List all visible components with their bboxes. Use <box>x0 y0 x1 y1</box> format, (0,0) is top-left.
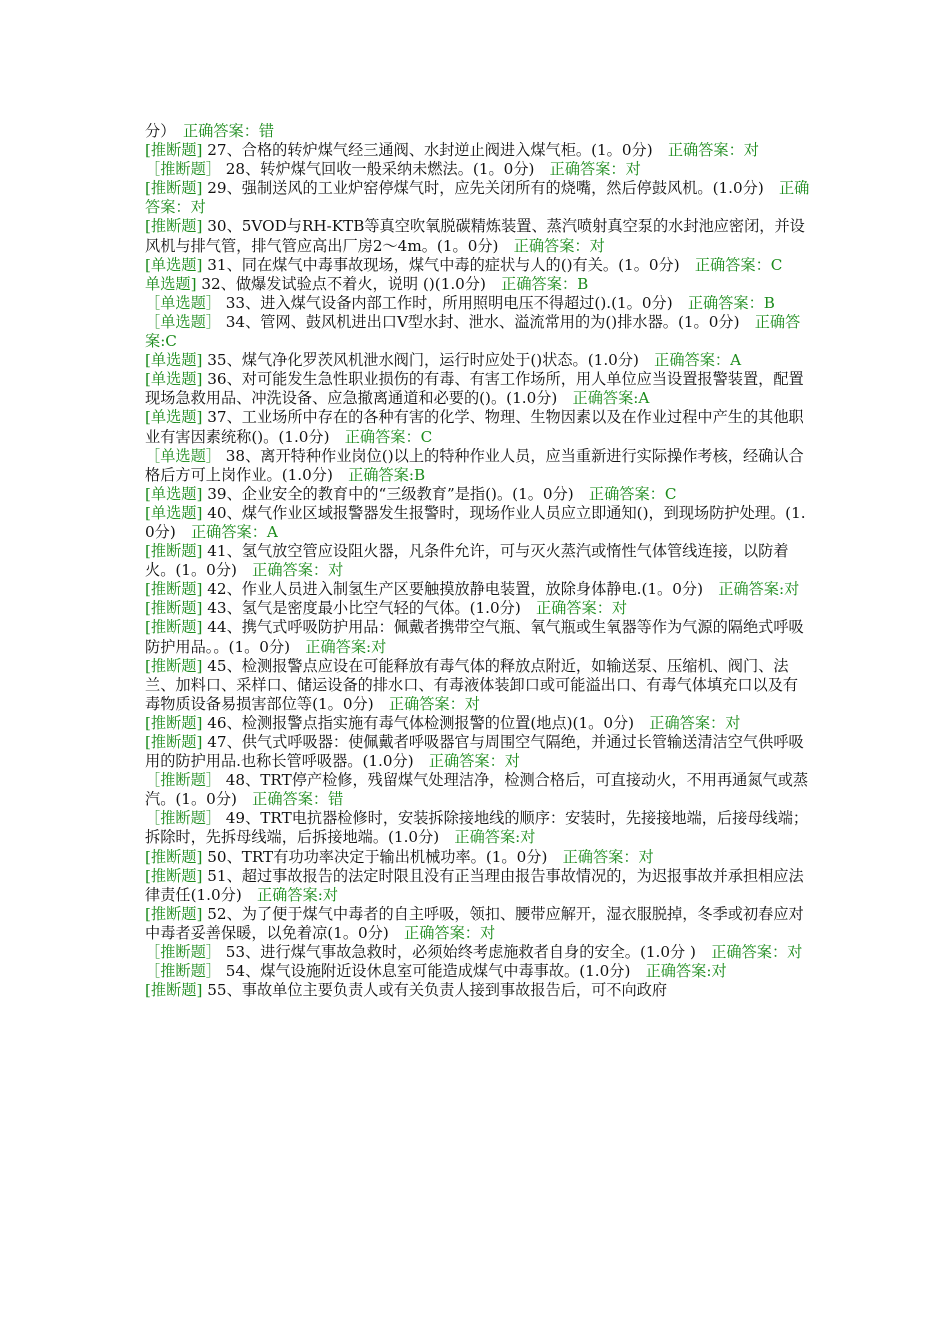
question-item <box>145 122 810 141</box>
correct-answer: 正确答案:A <box>557 389 650 408</box>
question-type-tag: 单选题] <box>145 274 197 293</box>
question-item <box>145 943 810 962</box>
question-item <box>145 714 810 733</box>
correct-answer: 正确答案:对 <box>290 637 387 656</box>
correct-answer: 正确答案:对 <box>439 828 536 847</box>
correct-answer: 正确答案：B <box>672 293 775 312</box>
question-text: 46、检测报警点指实施有毒气体检测报警的位置(地点)(1。0分) <box>202 713 635 732</box>
question-item <box>145 580 810 599</box>
question-text: 50、TRT有功功率决定于输出机械功率。(1。0分) <box>202 847 548 866</box>
question-item <box>145 599 810 618</box>
question-type-tag: [单选题] <box>145 351 203 370</box>
question-text: 分） <box>145 122 168 140</box>
question-text: 48、TRT停产检修，残留煤气处理洁净，检测合格后，可直接动火，不用再通氮气或蒸汽。(1。0分) <box>145 771 809 809</box>
question-type-tag: [单选题] <box>145 484 203 503</box>
correct-answer: 正确答案：A <box>175 522 278 541</box>
correct-answer: 正确答案：C <box>679 255 783 274</box>
question-text: 49、TRT电抗器检修时，安装拆除接地线的顺序：安装时，先接接地端，后接母线端；拆除时，先拆母线端，后拆接地端。(1.0分) <box>145 809 809 847</box>
question-type-tag: [推断题] <box>145 217 203 236</box>
question-type-tag: ［推断题］ <box>145 809 221 828</box>
question-item <box>145 160 810 179</box>
question-type-tag: [推断题] <box>145 866 203 885</box>
question-type-tag: ［推断题］ <box>145 962 221 981</box>
question-text: 53、进行煤气事故急救时，必须始终考虑施救者自身的安全。(1.0分 ) <box>220 943 696 962</box>
correct-answer: 正确答案:对 <box>241 885 339 904</box>
question-text: 47、供气式呼吸器：使佩戴者呼吸器官与周围空气隔绝，并通过长管输送清洁空气供呼吸用的防护用品.也称长管呼吸器。(1.0分) <box>145 733 804 771</box>
question-item <box>145 370 810 408</box>
correct-answer: 正确答案：对 <box>236 561 344 580</box>
question-text: 38、离开特种作业岗位()以上的特种作业人员，应当重新进行实际操作考核，经确认合格后方可上岗作业。(1.0分) <box>145 446 804 484</box>
question-text: 55、事故单位主要负责人或有关负责人接到事故报告后，可不向政府 <box>202 981 668 1000</box>
question-text: 45、检测报警点应设在可能释放有毒气体的释放点附近，如输送泵、压缩机、阀门、法兰、加料口、采样口、储运设备的排水口、有毒液体装卸口或可能溢出口、有毒气体填充口以及有毒物质设备易损害部位等(1。0分) <box>145 656 799 713</box>
question-type-tag: [推断题] <box>145 981 203 1000</box>
question-type-tag: ［单选题］ <box>145 446 221 465</box>
question-item <box>145 351 810 370</box>
question-item <box>145 657 810 714</box>
question-text: 29、强制送风的工业炉窑停煤气时，应先关闭所有的烧嘴，然后停鼓风机。(1.0分) <box>202 179 764 198</box>
question-type-tag: [推断题] <box>145 542 203 561</box>
question-type-tag: [推断题] <box>145 904 203 923</box>
question-text: 37、工业场所中存在的各种有害的化学、物理、生物因素以及在作业过程中产生的其他职业有害因素统称()。(1.0分) <box>145 408 804 446</box>
correct-answer: 正确答案：对 <box>696 943 803 962</box>
question-text: 35、煤气净化罗茨风机泄水阀门，运行时应处于()状态。(1.0分) <box>202 351 639 370</box>
question-text: 43、氢气是密度最小比空气轻的气体。(1.0分) <box>202 599 521 618</box>
question-item <box>145 848 810 867</box>
correct-answer: 正确答案:C <box>145 312 801 351</box>
correct-answer: 正确答案：对 <box>145 179 810 217</box>
question-type-tag: [推断题] <box>145 713 203 732</box>
question-item <box>145 447 810 485</box>
question-item <box>145 141 810 160</box>
correct-answer: 正确答案:对 <box>630 962 727 981</box>
question-type-tag: [推断题] <box>145 618 203 637</box>
question-item <box>145 217 810 255</box>
question-type-tag: [推断题] <box>145 599 203 618</box>
correct-answer: 正确答案：错 <box>167 122 275 140</box>
correct-answer: 正确答案：对 <box>373 694 480 713</box>
question-type-tag: ［单选题］ <box>145 293 221 312</box>
correct-answer: 正确答案：错 <box>236 790 344 809</box>
question-item <box>145 809 810 847</box>
question-text: 42、作业人员进入制氢生产区要触摸放静电装置，放除身体静电.(1。0分) <box>202 580 704 599</box>
correct-answer: 正确答案：对 <box>634 713 741 732</box>
question-text: 34、管网、鼓风机进出口V型水封、泄水、溢流常用的为()排水器。(1。0分) <box>220 312 740 331</box>
question-item <box>145 256 810 275</box>
question-text: 30、5VOD与RH-KTB等真空吹氧脱碳精炼装置、蒸汽喷射真空泵的水封池应密闭，并设风机与排气管，排气管应高出厂房2～4m。(1。0分) <box>145 217 805 255</box>
question-type-tag: [推断题] <box>145 580 203 599</box>
question-type-tag: ［单选题］ <box>145 312 221 331</box>
question-type-tag: ［推断题］ <box>145 771 221 790</box>
correct-answer: 正确答案：对 <box>498 236 605 255</box>
question-item <box>145 542 810 580</box>
question-item <box>145 408 810 446</box>
question-text: 31、同在煤气中毒事故现场，煤气中毒的症状与人的()有关。(1。0分) <box>202 255 680 274</box>
question-text: 32、做爆发试验点不着火，说明 ()(1.0分) <box>196 274 486 293</box>
question-type-tag: [推断题] <box>145 733 203 751</box>
correct-answer: 正确答案：A <box>638 351 742 370</box>
question-item <box>145 905 810 943</box>
question-text: 28、转炉煤气回收一般采纳未燃法。(1。0分) <box>220 160 535 179</box>
correct-answer: 正确答案：对 <box>520 599 628 618</box>
question-item <box>145 771 810 809</box>
question-item <box>145 179 810 217</box>
correct-answer: 正确答案:对 <box>703 580 800 599</box>
question-item <box>145 981 810 1000</box>
question-text: 44、携气式呼吸防护用品：佩戴者携带空气瓶、氧气瓶或生氧器等作为气源的隔绝式呼吸防护用品。。(1。0分) <box>145 618 804 656</box>
correct-answer: 正确答案：对 <box>652 141 759 160</box>
question-item <box>145 313 810 351</box>
correct-answer: 正确答案：对 <box>388 923 496 942</box>
correct-answer: 正确答案：对 <box>413 752 520 771</box>
question-type-tag: [推断题] <box>145 141 203 160</box>
question-item <box>145 275 810 294</box>
question-type-tag: [单选题] <box>145 408 203 427</box>
question-text: 41、氢气放空管应设阻火器，凡条件允许，可与灭火蒸汽或惰性气体管线连接，以防着火。(1。0分) <box>145 542 789 580</box>
question-item <box>145 867 810 905</box>
question-item <box>145 618 810 656</box>
question-type-tag: [推断题] <box>145 847 203 866</box>
question-type-tag: ［推断题］ <box>145 943 221 962</box>
question-item <box>145 485 810 504</box>
question-item <box>145 504 810 542</box>
question-text: 51、超过事故报告的法定时限且没有正当理由报告事故情况的，为迟报事故并承担相应法律责任(1.0分) <box>145 866 804 904</box>
question-type-tag: [推断题] <box>145 656 203 675</box>
question-text: 40、煤气作业区域报警器发生报警时，现场作业人员应立即通知()，到现场防护处理。(1.0分) <box>145 503 806 541</box>
correct-answer: 正确答案：C <box>329 427 433 446</box>
correct-answer: 正确答案：对 <box>534 160 641 179</box>
question-text: 33、进入煤气设备内部工作时，所用照明电压不得超过().(1。0分) <box>220 293 673 312</box>
question-list <box>145 122 810 1000</box>
question-type-tag: [单选题] <box>145 503 203 522</box>
correct-answer: 正确答案：对 <box>547 847 654 866</box>
correct-answer: 正确答案：B <box>485 274 589 293</box>
question-type-tag: ［推断题］ <box>145 160 221 179</box>
question-text: 52、为了便于煤气中毒者的自主呼吸，领扣、腰带应解开，湿衣服脱掉，冬季或初春应对中毒者妥善保暖，以免着凉(1。0分) <box>145 904 804 942</box>
question-item <box>145 733 810 771</box>
question-text: 54、煤气设施附近设休息室可能造成煤气中毒事故。(1.0分) <box>220 962 631 981</box>
question-type-tag: [单选题] <box>145 255 203 274</box>
correct-answer: 正确答案：C <box>573 484 677 503</box>
question-text: 36、对可能发生急性职业损伤的有毒、有害工作场所，用人单位应当设置报警装置，配置现场急救用品、冲洗设备、应急撤离通道和必要的()。(1.0分) <box>145 370 804 408</box>
question-type-tag: [单选题] <box>145 370 203 389</box>
question-text: 27、合格的转炉煤气经三通阀、水封逆止阀进入煤气柜。(1。0分) <box>202 141 653 160</box>
correct-answer: 正确答案:B <box>332 465 426 484</box>
question-text: 39、企业安全的教育中的“三级教育”是指()。(1。0分) <box>202 484 574 503</box>
question-item <box>145 962 810 981</box>
question-item <box>145 294 810 313</box>
question-type-tag: [推断题] <box>145 179 203 198</box>
